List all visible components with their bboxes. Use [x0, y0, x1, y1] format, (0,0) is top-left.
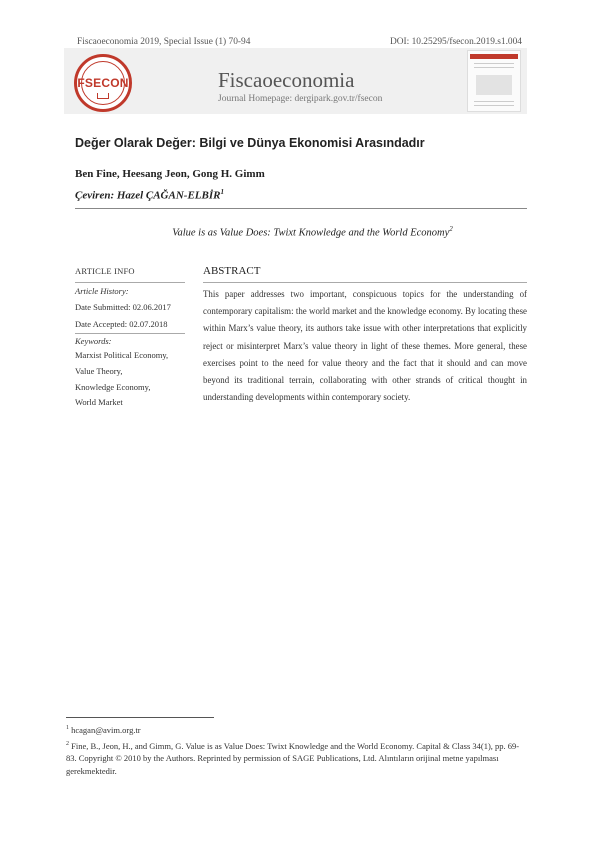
- date-submitted: Date Submitted: 02.06.2017: [75, 302, 171, 312]
- divider: [75, 208, 527, 209]
- fsecon-logo-icon: [74, 54, 132, 112]
- footnote-1: $^1$ hcagan@avim.org.tr: [66, 725, 141, 735]
- article-title: Değer Olarak Değer: Bilgi ve Dünya Ekonomisi Arasındadır: [75, 136, 425, 150]
- keyword: Marxist Political Economy,: [75, 350, 169, 360]
- abstract-heading: ABSTRACT: [203, 265, 261, 277]
- citation: Fiscaoeconomia 2019, Special Issue (1) 70-94: [77, 37, 251, 47]
- footnote-divider: [66, 717, 214, 718]
- article-translator: Çeviren: Hazel ÇAĞAN-ELBİR$^1$: [75, 188, 224, 202]
- footnote-mark-2[interactable]: 2: [449, 225, 453, 233]
- date-accepted: Date Accepted: 02.07.2018: [75, 319, 168, 329]
- footnote-mark-1[interactable]: 1: [220, 188, 224, 196]
- keyword: Value Theory,: [75, 366, 123, 376]
- book-icon: [97, 93, 109, 99]
- journal-name: Fiscaoeconomia: [218, 68, 355, 92]
- logo-text: FSECON: [77, 76, 129, 90]
- keywords-label: Keywords:: [75, 336, 112, 346]
- divider: [75, 333, 185, 334]
- doi: DOI: 10.25295/fsecon.2019.s1.004: [389, 37, 522, 47]
- english-title: Value is as Value Does: Twixt Knowledge and the World Economy$^2$: [172, 225, 453, 239]
- email-link[interactable]: hcagan@avim.org.tr: [71, 725, 141, 735]
- history-label: Article History:: [75, 286, 129, 296]
- keyword: World Market: [75, 397, 123, 407]
- journal-banner: [64, 48, 527, 114]
- journal-homepage: Journal Homepage: dergipark.gov.tr/fsecon: [218, 94, 383, 104]
- journal-cover-icon: [467, 50, 521, 112]
- article-info-heading: ARTICLE INFO: [75, 266, 135, 276]
- divider: [203, 282, 527, 283]
- article-authors: Ben Fine, Heesang Jeon, Gong H. Gimm: [75, 168, 265, 180]
- divider: [75, 282, 185, 283]
- footnote-2: $^2$ Fine, B., Jeon, H., and Gimm, G. Value is as Value Does: Twixt Knowledge and the World Economy. Capital & Class 34(1), pp. 69-83. Copyright © 2010 by the Authors. Reprinted by permission of SAGE Publications, Ltd. Alıntıların orijinal metne yapılması gerekmektedir.: [66, 740, 520, 776]
- abstract-text: This paper addresses two important, conspicuous topics for the understanding of contemporary capitalism: the world market and the knowledge economy. By locating these within Marx’s value theory, its authors take issue with other interpretations that explicitly reject or misinterpret Marx’s value theory in light of these themes. More general, these exercises point to the need for value theory and the fact that it should and can move beyond its traditional terrain, collaborating with other strands of critical thought in understanding developments within contemporary society.: [203, 289, 527, 403]
- keyword: Knowledge Economy,: [75, 382, 151, 392]
